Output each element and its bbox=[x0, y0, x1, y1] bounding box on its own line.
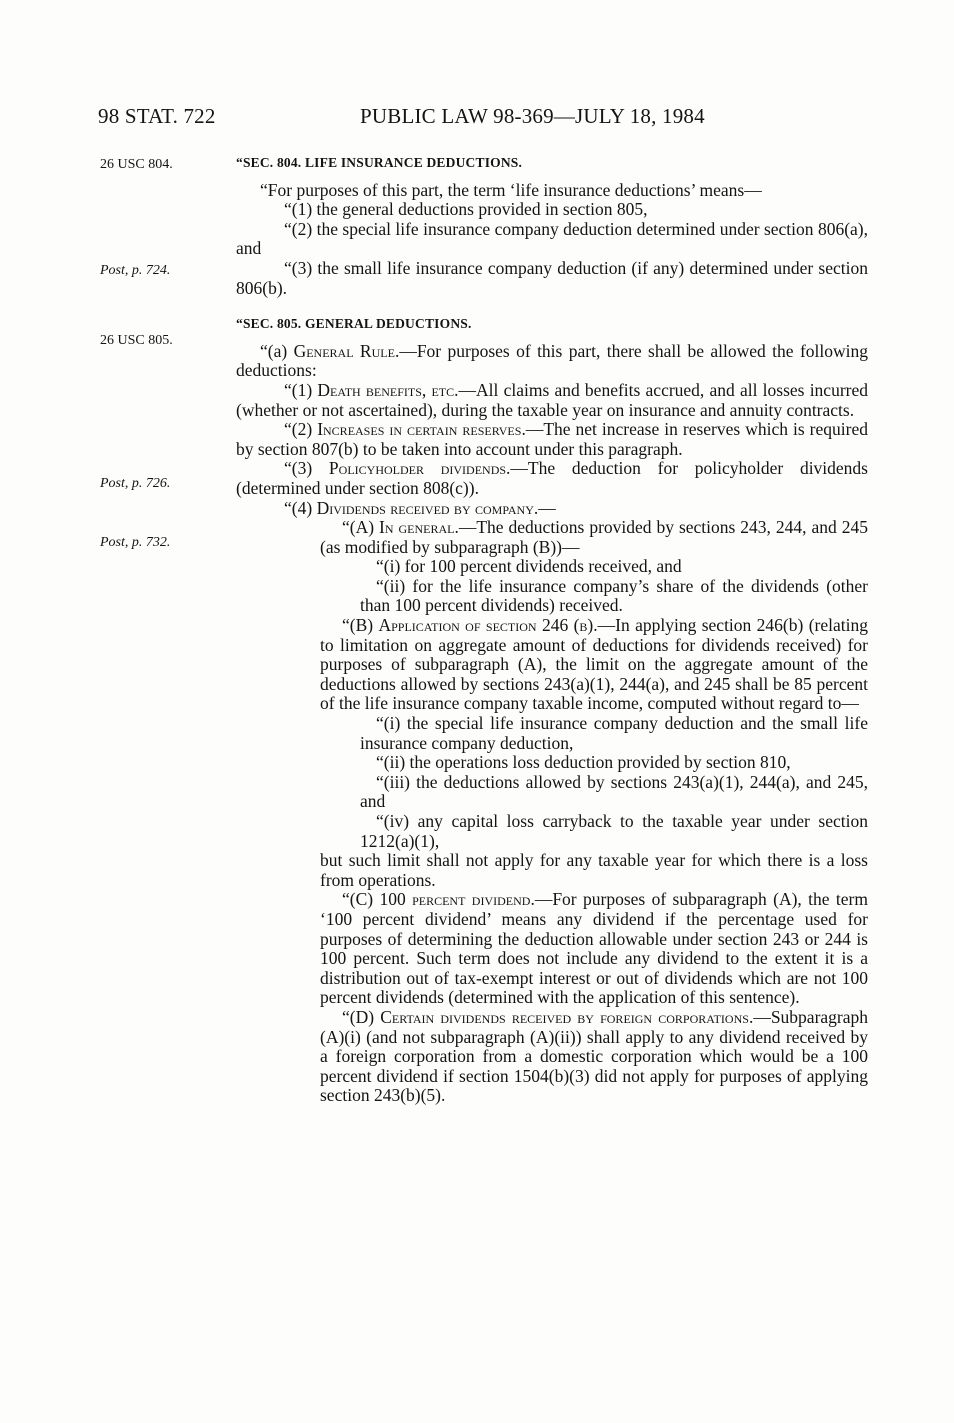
section-804-para-3: “(3) the small life insurance company deduction (if any) determined under section 806(b). bbox=[236, 257, 868, 298]
section-804-para-2: “(2) the special life insurance company deduction determined under section 806(a), and bbox=[236, 218, 868, 259]
margin-note-post-726: Post, p. 726. bbox=[100, 476, 171, 491]
subparagraph-A-label: “(A) bbox=[342, 517, 380, 538]
subparagraph-A-title: In general bbox=[379, 517, 455, 538]
clause-B-i: “(i) the special life insurance company deduction and the small life insurance company deduction, bbox=[360, 713, 868, 753]
subparagraph-B-text: .—In applying section 246(b) (relating to limitation on aggregate amount of deductions for dividends received) for purposes of subparagraph (A), the limit on the aggregate amount of the deductions allowed by sections 243(a)(1), 244(a), and 245 shall be 85 percent of the life insurance company taxable income, computed without regard to— bbox=[320, 615, 868, 714]
paragraph-2-title: Increases in certain reserves bbox=[317, 419, 522, 440]
subparagraph-C bbox=[236, 890, 868, 1008]
clause-B-iii: “(iii) the deductions allowed by sections 243(a)(1), 244(a), and 245, and bbox=[360, 771, 868, 812]
statute-text bbox=[236, 153, 868, 1106]
clause-B-ii: “(ii) the operations loss deduction provided by section 810, bbox=[376, 752, 791, 773]
paragraph-3-text: .—The deduction for policyholder dividends (determined under section 808(c)). bbox=[236, 458, 868, 498]
paragraph-4-label: “(4) bbox=[284, 497, 317, 518]
paragraph-1-title: Death benefits, etc bbox=[317, 379, 455, 400]
paragraph-2 bbox=[236, 420, 868, 459]
subparagraph-A bbox=[236, 518, 868, 557]
paragraph-3-title: Policyholder dividends bbox=[328, 458, 507, 479]
paragraph-4 bbox=[236, 499, 868, 519]
margin-note-post-724: Post, p. 724. bbox=[100, 263, 171, 278]
clause-A-ii: “(ii) for the life insurance company’s share of the dividends (other than 100 percent dividends) received. bbox=[360, 575, 868, 616]
subparagraph-B-flush: but such limit shall not apply for any taxable year for which there is a loss from operations. bbox=[320, 850, 868, 890]
section-804-para-1: “(1) the general deductions provided in section 805, bbox=[284, 199, 648, 220]
paragraph-3 bbox=[236, 459, 868, 498]
paragraph-1-text: .—All claims and benefits accrued, and all losses incurred (whether or not ascertained), during the taxable year on insurance and annuity contracts. bbox=[236, 379, 868, 420]
subparagraph-C-label: “(C) 100 bbox=[342, 889, 413, 910]
subparagraph-C-title: percent dividend bbox=[412, 889, 531, 910]
subsection-a-label: “(a) bbox=[260, 340, 294, 361]
margin-note-usc-805: 26 USC 805. bbox=[100, 333, 173, 348]
subparagraph-B-label: “(B) bbox=[342, 615, 379, 636]
subparagraph-B-title-ref: 246 (b) bbox=[536, 615, 594, 636]
paragraph-4-text: .— bbox=[533, 497, 556, 518]
section-804-heading: “SEC. 804. LIFE INSURANCE DEDUCTIONS. bbox=[236, 155, 523, 170]
law-title: PUBLIC LAW 98-369—JULY 18, 1984 bbox=[360, 104, 705, 128]
subparagraph-D-label: “(D) bbox=[342, 1006, 381, 1027]
section-804-intro: “For purposes of this part, the term ‘life insurance deductions’ means— bbox=[260, 179, 762, 200]
paragraph-1-label: “(1) bbox=[284, 379, 318, 400]
paragraph-2-text: .—The net increase in reserves which is required by section 807(b) to be taken into account under this paragraph. bbox=[236, 419, 868, 459]
margin-note-usc-804: 26 USC 804. bbox=[100, 157, 173, 172]
subparagraph-D-title: Certain dividends received by foreign corporations bbox=[380, 1006, 749, 1027]
subsection-a-text: .—For purposes of this part, there shall be allowed the following deductions: bbox=[236, 340, 868, 381]
subparagraph-B bbox=[236, 616, 868, 714]
section-805-heading: “SEC. 805. GENERAL DEDUCTIONS. bbox=[236, 316, 472, 332]
subsection-a bbox=[236, 342, 868, 381]
subparagraph-C-text: .—For purposes of subparagraph (A), the term ‘100 percent dividend’ means any dividend if the percentage used for purposes of determining the deduction allowable under section 243 or 244 is 100 percent. Such term does not include any dividend to the extent it is a distribution out of tax-exempt interest or out of dividends which are not 100 percent dividends (determined with the application of this sentence). bbox=[320, 889, 868, 1008]
clause-A-i: “(i) for 100 percent dividends received, and bbox=[376, 556, 682, 577]
subparagraph-D bbox=[236, 1008, 868, 1106]
paragraph-3-label: “(3) bbox=[284, 458, 329, 479]
paragraph-2-label: “(2) bbox=[284, 419, 318, 440]
margin-note-post-732: Post, p. 732. bbox=[100, 535, 171, 550]
subparagraph-B-title: Application of section bbox=[378, 615, 537, 636]
subparagraph-D-text: .—Subparagraph (A)(i) (and not subparagraph (A)(ii)) shall apply to any dividend received by a foreign corporation from a domestic corporation which would be a 100 percent dividend if section 1504(b)(3) did not apply for purposes of applying section 243(b)(5). bbox=[320, 1006, 869, 1106]
clause-B-iv: “(iv) any capital loss carryback to the taxable year under section 1212(a)(1), bbox=[360, 811, 868, 851]
paragraph-4-title: Dividends received by company bbox=[316, 497, 534, 518]
subparagraph-A-text: .—The deductions provided by sections 243, 244, and 245 (as modified by subparagraph (B))— bbox=[320, 517, 868, 557]
page-citation: 98 STAT. 722 bbox=[98, 104, 216, 128]
subsection-a-title: General Rule bbox=[293, 340, 395, 361]
paragraph-1 bbox=[236, 381, 868, 420]
